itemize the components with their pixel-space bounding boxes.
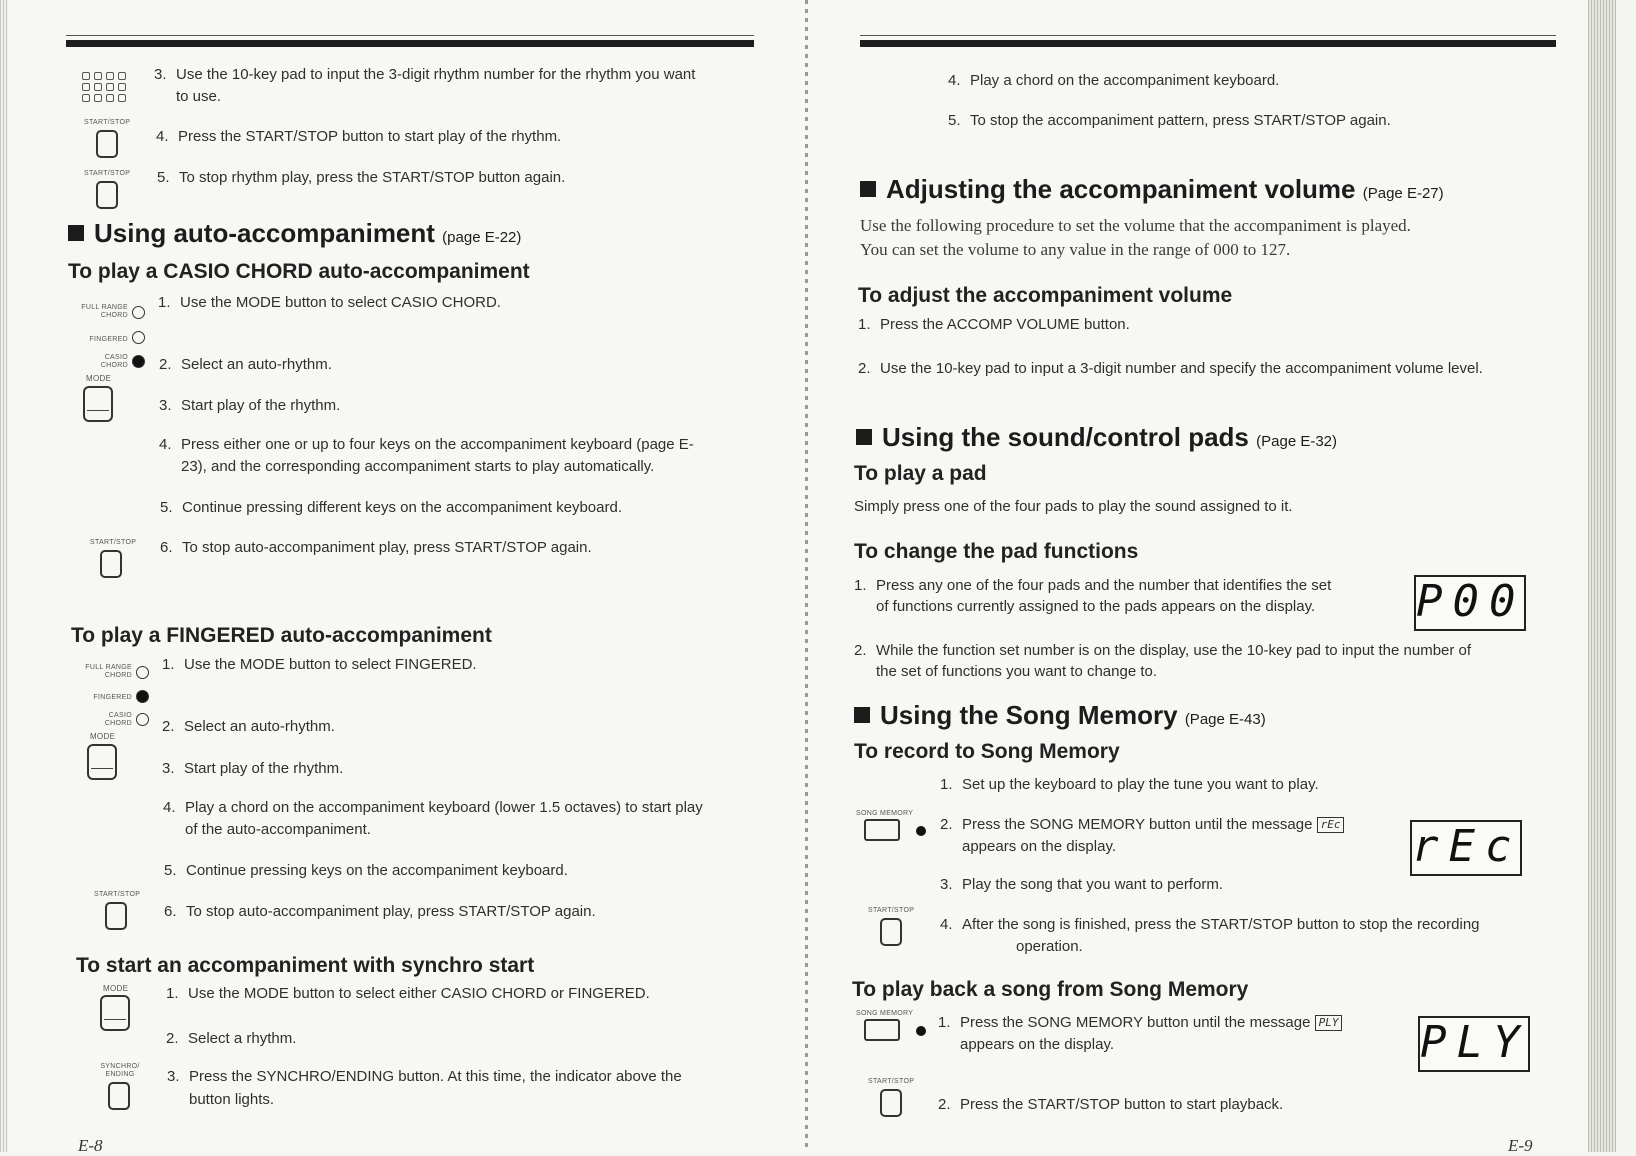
mode-button-icon	[83, 386, 113, 422]
casio-chord-label: CASIO CHORD	[104, 712, 132, 727]
small-display-ply: PLY	[1315, 1015, 1343, 1031]
led-off-icon	[136, 713, 149, 726]
subsection-heading: To play a pad	[854, 462, 987, 485]
bullet-square-icon	[854, 707, 870, 723]
step-text: 1. Use the MODE button to select FINGERED.	[162, 656, 477, 673]
intro-text: Use the following procedure to set the volume that the accompaniment is played.	[860, 216, 1411, 235]
synchro-ending-button-icon	[108, 1082, 130, 1110]
step-text: the set of functions you want to change to.	[876, 663, 1158, 680]
subsection-heading: To play back a song from Song Memory	[852, 978, 1249, 1001]
step-text: 5. Continue pressing keys on the accompaniment keyboard.	[164, 862, 568, 879]
step-text: 2. Press the SONG MEMORY button until the message rEc	[940, 814, 1344, 836]
mode-button-icon	[87, 744, 117, 780]
indicator-dot-icon	[916, 826, 926, 836]
start-stop-label: START/STOP	[94, 891, 141, 898]
step-text: appears on the display.	[962, 838, 1116, 855]
subsection-heading: To play a FINGERED auto-accompaniment	[71, 624, 492, 647]
led-off-icon	[132, 306, 145, 319]
step-text: 3. Start play of the rhythm.	[162, 760, 344, 777]
step-text: of functions currently assigned to the pads appears on the display.	[876, 598, 1316, 615]
page-edge	[0, 0, 8, 1152]
subsection-heading: To adjust the accompaniment volume	[858, 284, 1233, 307]
small-display-rec: rEc	[1317, 817, 1345, 833]
step-text: 1. Press the ACCOMP VOLUME button.	[858, 316, 1130, 333]
start-stop-button-icon	[96, 181, 118, 209]
step-text: appears on the display.	[960, 1036, 1114, 1053]
mode-label: MODE	[103, 984, 129, 993]
step-text: 6. To stop auto-accompaniment play, press START/STOP again.	[164, 903, 596, 920]
fingered-label: FINGERED	[89, 336, 128, 343]
step-text: 6. To stop auto-accompaniment play, press START/STOP again.	[160, 539, 592, 556]
section-title: Using the Song Memory (Page E-43)	[854, 700, 1266, 731]
song-memory-button-icon	[864, 1019, 900, 1041]
start-stop-label: START/STOP	[84, 170, 131, 177]
top-rule	[860, 40, 1556, 47]
step-text: operation.	[1016, 938, 1083, 955]
song-memory-label: SONG MEMORY	[856, 810, 914, 817]
step-text: 3. Press the SYNCHRO/ENDING button. At this time, the indicator above the	[167, 1068, 682, 1085]
step-text: of the auto-accompaniment.	[185, 821, 371, 838]
step-text: 1. Use the MODE button to select either CASIO CHORD or FINGERED.	[166, 985, 650, 1002]
step-text: button lights.	[189, 1091, 275, 1108]
step-text: 5. To stop the accompaniment pattern, press START/STOP again.	[948, 112, 1391, 129]
start-stop-label: START/STOP	[868, 1078, 915, 1085]
song-memory-label: SONG MEMORY	[856, 1010, 914, 1017]
step-text: 1. Press the SONG MEMORY button until the message PLY	[938, 1012, 1342, 1034]
mode-label: MODE	[86, 374, 112, 383]
step-text: 4. Press either one or up to four keys on the accompaniment keyboard (page E-	[159, 436, 694, 453]
display-ply: PLY	[1418, 1016, 1530, 1072]
top-rule	[66, 40, 754, 47]
bullet-square-icon	[856, 429, 872, 445]
subsection-heading: To change the pad functions	[854, 540, 1139, 563]
start-stop-button-icon	[96, 130, 118, 158]
step-text: 1. Set up the keyboard to play the tune you want to play.	[940, 776, 1319, 793]
full-range-chord-label: FULL RANGE CHORD	[85, 664, 132, 679]
display-rec: rEc	[1410, 820, 1522, 876]
start-stop-label: START/STOP	[84, 119, 131, 126]
page-edge	[1588, 0, 1616, 1152]
step-text: 2. Select an auto-rhythm.	[162, 718, 335, 735]
step-text: 3. Start play of the rhythm.	[159, 397, 341, 414]
step-text: 4. Play a chord on the accompaniment keyboard.	[948, 72, 1280, 89]
step-text: 2. While the function set number is on the display, use the 10-key pad to input the number of	[854, 642, 1472, 659]
fingered-label: FINGERED	[93, 694, 132, 701]
bullet-square-icon	[68, 225, 84, 241]
bullet-square-icon	[860, 181, 876, 197]
start-stop-button-icon	[105, 902, 127, 930]
start-stop-button-icon	[880, 918, 902, 946]
section-title: Adjusting the accompaniment volume (Page E-27)	[860, 174, 1444, 205]
indicator-dot-icon	[916, 1026, 926, 1036]
mode-button-icon	[100, 995, 130, 1031]
full-range-chord-label: FULL RANGE CHORD	[81, 304, 128, 319]
led-off-icon	[136, 666, 149, 679]
step-text: 4. Press the START/STOP button to start play of the rhythm.	[156, 128, 562, 145]
synchro-ending-label: SYNCHRO/ ENDING	[100, 1063, 140, 1078]
step-text: 1. Use the MODE button to select CASIO CHORD.	[158, 294, 501, 311]
casio-chord-label: CASIO CHORD	[100, 354, 128, 369]
section-title: Using the sound/control pads (Page E-32)	[856, 422, 1337, 453]
led-on-icon	[136, 690, 149, 703]
step-text: 3. Use the 10-key pad to input the 3-digit rhythm number for the rhythm you want	[154, 66, 696, 83]
step-text: 4. Play a chord on the accompaniment keyboard (lower 1.5 octaves) to start play	[163, 799, 703, 816]
ten-key-pad-icon	[82, 72, 127, 102]
subsection-heading: To record to Song Memory	[854, 740, 1120, 763]
led-off-icon	[132, 331, 145, 344]
mode-label: MODE	[90, 732, 116, 741]
page-number: E-9	[1508, 1136, 1533, 1155]
step-text: 3. Play the song that you want to perform.	[940, 876, 1223, 893]
right-page	[808, 0, 1616, 1155]
start-stop-label: START/STOP	[868, 907, 915, 914]
led-on-icon	[132, 355, 145, 368]
step-text: 5. Continue pressing different keys on the accompaniment keyboard.	[160, 499, 622, 516]
display-p00: P00	[1414, 575, 1526, 631]
step-text: 2. Use the 10-key pad to input a 3-digit number and specify the accompaniment volume level.	[858, 360, 1483, 377]
subsection-heading: To play a CASIO CHORD auto-accompaniment	[68, 260, 530, 283]
step-text: 2. Press the START/STOP button to start playback.	[938, 1096, 1284, 1113]
song-memory-button-icon	[864, 819, 900, 841]
section-title: Using auto-accompaniment (page E-22)	[68, 218, 521, 249]
step-text: 23), and the corresponding accompaniment starts to play automatically.	[181, 458, 655, 475]
step-text: 5. To stop rhythm play, press the START/STOP button again.	[157, 169, 566, 186]
step-text: 1. Press any one of the four pads and the number that identifies the set	[854, 577, 1332, 594]
step-text: 2. Select an auto-rhythm.	[159, 356, 332, 373]
step-text: to use.	[176, 88, 222, 105]
body-text: Simply press one of the four pads to play the sound assigned to it.	[854, 498, 1293, 515]
intro-text: You can set the volume to any value in the range of 000 to 127.	[860, 240, 1291, 259]
step-text: 2. Select a rhythm.	[166, 1030, 297, 1047]
subsection-heading: To start an accompaniment with synchro start	[76, 954, 535, 977]
left-page	[0, 0, 808, 1155]
start-stop-label: START/STOP	[90, 539, 137, 546]
step-text: 4. After the song is finished, press the START/STOP button to stop the recording	[940, 916, 1480, 933]
start-stop-button-icon	[100, 550, 122, 578]
start-stop-button-icon	[880, 1089, 902, 1117]
page-number: E-8	[78, 1136, 103, 1155]
